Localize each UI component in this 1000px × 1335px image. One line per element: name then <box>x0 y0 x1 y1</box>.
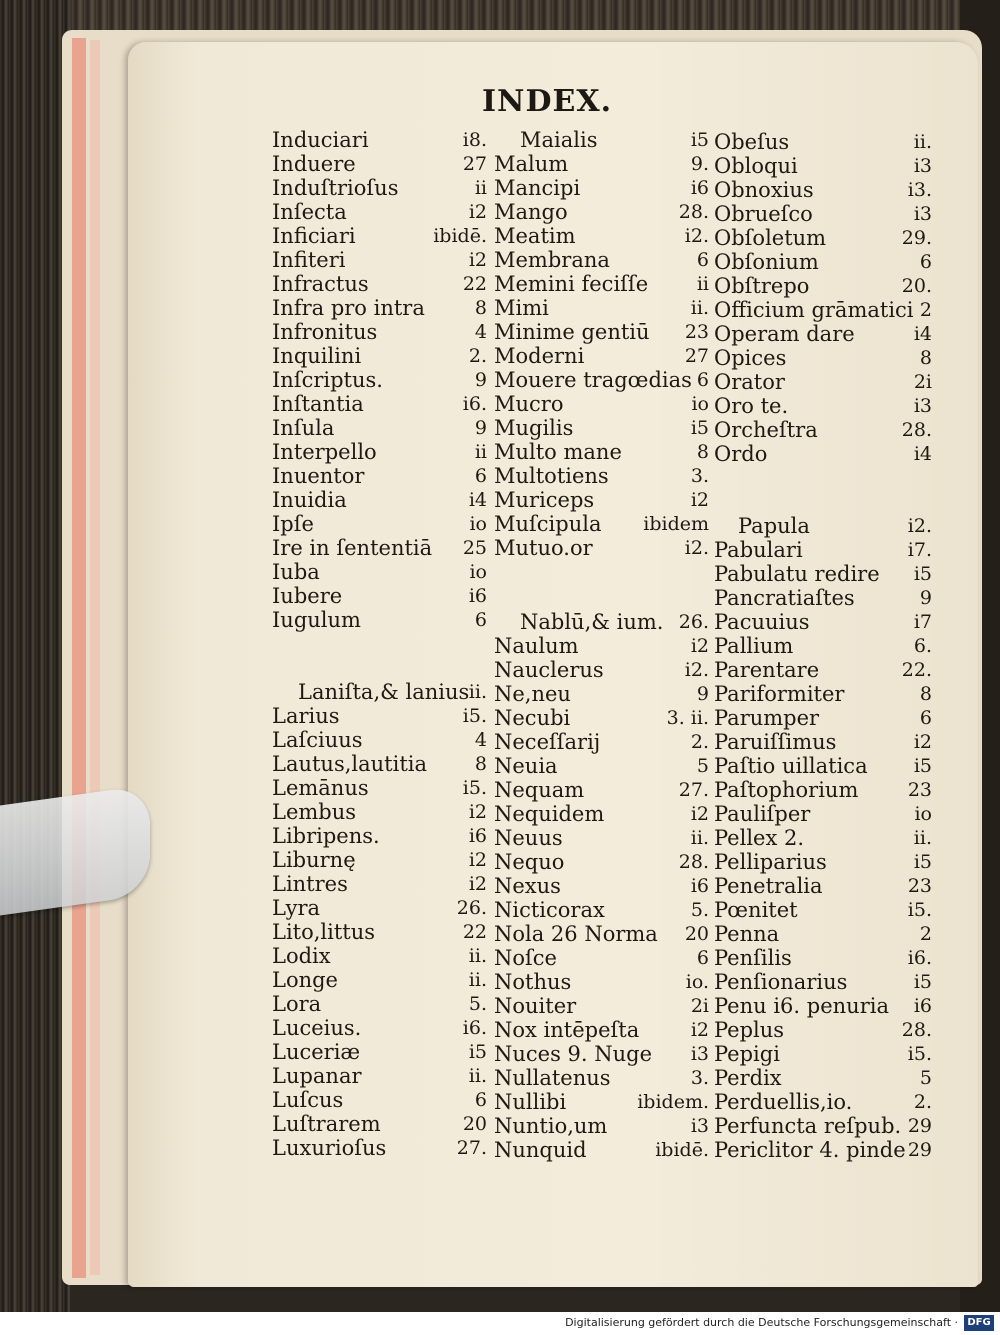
index-entry: Larius <box>272 704 340 728</box>
red-page-edge <box>72 38 86 1278</box>
index-entry: Neuus <box>494 826 563 850</box>
index-entry: Pabulari <box>714 538 803 562</box>
index-entry: Penetralia <box>714 874 823 898</box>
dfg-logo: DFG <box>964 1315 994 1331</box>
page-reference: 23 <box>907 779 932 801</box>
page-reference: 28. <box>678 201 709 223</box>
page-reference: i5. <box>907 1043 932 1065</box>
index-entry: Obſtrepo <box>714 274 810 298</box>
index-entry: Multotiens <box>494 464 609 488</box>
index-entry: Lodix <box>272 944 331 968</box>
page-reference: 20 <box>462 1113 487 1135</box>
page-reference: i6 <box>468 825 487 847</box>
page-reference: i5. <box>462 777 487 799</box>
index-entry: Induſtrioſus <box>272 176 399 200</box>
page-reference: io <box>691 393 709 415</box>
index-entry: Iuba <box>272 560 320 584</box>
index-entry: Inuidia <box>272 488 347 512</box>
footer-credit: Digitalisierung gefördert durch die Deutsche Forschungsgemeinschaft · <box>565 1316 958 1329</box>
page-reference: i5 <box>468 1041 487 1063</box>
index-entry: Ordo <box>714 442 768 466</box>
page-reference: i2 <box>690 489 709 511</box>
index-entry: Pœnitet <box>714 898 798 922</box>
page-reference: 2 <box>919 923 932 945</box>
index-entry: Ire in ſententiā <box>272 536 433 560</box>
page-reference: i2 <box>913 731 932 753</box>
index-entry: Pabulatu redire <box>714 562 880 586</box>
page-reference: io. <box>685 971 709 993</box>
page-reference: 8 <box>474 297 487 319</box>
index-entry: Memini feciſſe <box>494 272 649 296</box>
index-entry: Parentare <box>714 658 820 682</box>
page-reference: i7. <box>907 539 932 561</box>
index-entry: Nequo <box>494 850 565 874</box>
page-reference: i3 <box>913 155 932 177</box>
index-entry: Nicticorax <box>494 898 605 922</box>
page-reference: 27 <box>462 153 487 175</box>
index-entry: Malum <box>494 152 569 176</box>
page-reference: 29. <box>901 227 932 249</box>
page-reference: i5 <box>690 417 709 439</box>
index-entry: Nequidem <box>494 802 605 826</box>
index-entry: Laſciuus <box>272 728 363 752</box>
index-entry: Nequam <box>494 778 585 802</box>
index-entry: Obſonium <box>714 250 819 274</box>
page-reference: i6 <box>690 177 709 199</box>
page-reference: 2. <box>690 731 709 753</box>
page-reference: 6 <box>474 609 487 631</box>
page-reference: io <box>914 803 932 825</box>
index-entry: Parumper <box>714 706 820 730</box>
page-reference: 9 <box>474 369 487 391</box>
page-reference: ii <box>696 273 709 295</box>
page-reference: 22 <box>462 273 487 295</box>
page-reference: i7 <box>913 611 932 633</box>
index-entry: Inſecta <box>272 200 347 224</box>
page-reference: 9. <box>690 153 709 175</box>
index-entry: Infractus <box>272 272 369 296</box>
page-reference: 6 <box>474 465 487 487</box>
index-entry: Ne,neu <box>494 682 571 706</box>
index-entry: Liburnę <box>272 848 356 872</box>
page-reference: 6 <box>696 369 709 391</box>
index-entry: Nouiter <box>494 994 577 1018</box>
index-entry: Paſtophorium <box>714 778 859 802</box>
page-reference: ii <box>474 177 487 199</box>
page-reference: i4 <box>468 489 487 511</box>
page-reference: 2i <box>913 371 932 393</box>
page-reference: i6. <box>462 393 487 415</box>
index-entry: Longe <box>272 968 338 992</box>
page-reference: ii. <box>690 297 709 319</box>
page-reference: ii. <box>468 969 487 991</box>
page-reference: 5 <box>919 1067 932 1089</box>
page-reference: 3. <box>690 465 709 487</box>
page-reference: 28. <box>678 851 709 873</box>
page-reference: 27. <box>456 1137 487 1159</box>
index-entry: Orcheſtra <box>714 418 818 442</box>
index-entry: Mimi <box>494 296 549 320</box>
index-entry: Mango <box>494 200 568 224</box>
page-reference: 9 <box>919 587 932 609</box>
page-reference: 5 <box>696 755 709 777</box>
page-reference: i3 <box>913 203 932 225</box>
index-entry: Pelliparius <box>714 850 827 874</box>
page-reference: i2 <box>468 249 487 271</box>
page-reference: i5. <box>907 899 932 921</box>
index-entry: Infiteri <box>272 248 346 272</box>
index-entry: Penu i6. penuria <box>714 994 889 1018</box>
page-reference: 6. <box>913 635 932 657</box>
index-entry: Meatim <box>494 224 576 248</box>
index-entry: Infra pro intra <box>272 296 425 320</box>
index-entry: Necubi <box>494 706 571 730</box>
index-entry: Nuntio,um <box>494 1114 608 1138</box>
index-entry: Officium grāmatici <box>714 298 914 322</box>
page-reference: i6 <box>913 995 932 1017</box>
page-reference: ibidē. <box>655 1139 709 1161</box>
index-entry: Ipſe <box>272 512 314 536</box>
page-reference: i2 <box>468 801 487 823</box>
index-entry: Orator <box>714 370 785 394</box>
page-reference: i2 <box>468 201 487 223</box>
page-reference: 9 <box>474 417 487 439</box>
page-reference: i3. <box>907 179 932 201</box>
index-entry: Laniſta,& lanius <box>298 680 470 704</box>
index-entry: Membrana <box>494 248 610 272</box>
index-entry: Pellex 2. <box>714 826 805 850</box>
page-reference: i2. <box>907 515 932 537</box>
index-entry: Lemānus <box>272 776 369 800</box>
page-title: INDEX. <box>482 84 613 119</box>
index-entry: Papula <box>738 514 810 538</box>
index-entry: Interpello <box>272 440 377 464</box>
page-reference: 2. <box>468 345 487 367</box>
index-entry: Mancipi <box>494 176 581 200</box>
index-entry: Induere <box>272 152 356 176</box>
page-reference: i2 <box>468 849 487 871</box>
index-entry: Paruiſſimus <box>714 730 837 754</box>
page-reference: 2 <box>919 299 932 321</box>
index-entry: Luceriæ <box>272 1040 361 1064</box>
index-entry: Inuentor <box>272 464 365 488</box>
index-entry: Perdix <box>714 1066 782 1090</box>
page-reference: i6 <box>468 585 487 607</box>
page-reference: ibidem. <box>637 1091 709 1113</box>
page-reference: i6. <box>462 1017 487 1039</box>
page-reference: 8 <box>919 347 932 369</box>
page-reference: 3. ii. <box>666 707 709 729</box>
page-reference: 20 <box>684 923 709 945</box>
page-reference: i6. <box>907 947 932 969</box>
index-entry: Pauliſper <box>714 802 811 826</box>
index-entry: Neceſſarij <box>494 730 601 754</box>
index-entry: Pepigi <box>714 1042 780 1066</box>
page-reference: 20. <box>901 275 932 297</box>
index-entry: Multo mane <box>494 440 622 464</box>
page-reference: i6 <box>690 875 709 897</box>
index-entry: Obeſus <box>714 130 790 154</box>
footer-bar <box>0 1312 1000 1335</box>
page-reference: 29 <box>907 1139 932 1161</box>
page-reference: ii. <box>913 827 932 849</box>
index-entry: Naulum <box>494 634 579 658</box>
index-entry: Nullatenus <box>494 1066 611 1090</box>
page-reference: 9 <box>696 683 709 705</box>
index-entry: Perfuncta reſpub. <box>714 1114 902 1138</box>
index-entry: Perduellis,io. <box>714 1090 853 1114</box>
index-entry: Mugilis <box>494 416 574 440</box>
index-entry: Lembus <box>272 800 357 824</box>
page-reference: i4 <box>913 323 932 345</box>
page-reference: 6 <box>919 707 932 729</box>
index-entry: Periclitor 4. pinde <box>714 1138 906 1162</box>
index-entry: Lintres <box>272 872 348 896</box>
page-reference: i3 <box>913 395 932 417</box>
index-entry: Opices <box>714 346 787 370</box>
index-entry: Iubere <box>272 584 343 608</box>
index-entry: Paſtio uillatica <box>714 754 868 778</box>
index-entry: Luxurioſus <box>272 1136 387 1160</box>
page-reference: ii. <box>913 131 932 153</box>
page-reference: 22. <box>901 659 932 681</box>
page-reference: 23 <box>907 875 932 897</box>
page-reference: i5 <box>913 563 932 585</box>
index-entry: Obloqui <box>714 154 798 178</box>
page-reference: 3. <box>690 1067 709 1089</box>
page-reference: 8 <box>474 753 487 775</box>
page-reference: 22 <box>462 921 487 943</box>
index-entry: Oro te. <box>714 394 789 418</box>
index-entry: Infronitus <box>272 320 378 344</box>
index-entry: Inquilini <box>272 344 362 368</box>
page-reference: ii. <box>468 945 487 967</box>
index-entry: Nox intēpeſta <box>494 1018 640 1042</box>
index-entry: Obrueſco <box>714 202 813 226</box>
page-reference: 4 <box>474 321 487 343</box>
page-reference: ibidē. <box>433 225 487 247</box>
page-reference: i2 <box>468 873 487 895</box>
book-cover-left <box>0 0 70 1312</box>
page-reference: 28. <box>901 1019 932 1041</box>
page-reference: i2 <box>690 1019 709 1041</box>
index-entry: Mutuo.or <box>494 536 593 560</box>
index-entry: Nuces 9. Nuge <box>494 1042 653 1066</box>
page-reference: io <box>469 513 487 535</box>
page-reference: i2. <box>684 537 709 559</box>
index-entry: Nauclerus <box>494 658 604 682</box>
index-entry: Lautus,lautitia <box>272 752 427 776</box>
index-entry: Induciari <box>272 128 369 152</box>
index-entry: Minime gentiū <box>494 320 650 344</box>
page-reference: i5 <box>913 755 932 777</box>
index-entry: Neuia <box>494 754 558 778</box>
page-reference: i2 <box>690 635 709 657</box>
page-reference: 8 <box>696 441 709 463</box>
page-reference: 6 <box>919 251 932 273</box>
index-entry: Peplus <box>714 1018 785 1042</box>
page-reference: ibidem <box>643 513 709 535</box>
page-reference: i2. <box>684 225 709 247</box>
page-reference: 26. <box>678 611 709 633</box>
index-entry: Nablū,& ium. <box>520 610 664 634</box>
page-reference: 28. <box>901 419 932 441</box>
red-page-edge-inner <box>90 40 100 1275</box>
page-reference: io <box>469 561 487 583</box>
page-reference: 6 <box>696 249 709 271</box>
index-entry: Penna <box>714 922 780 946</box>
index-entry: Luſtrarem <box>272 1112 381 1136</box>
index-entry: Mouere tragœdias <box>494 368 692 392</box>
page-reference: 5. <box>468 993 487 1015</box>
index-entry: Lyra <box>272 896 320 920</box>
page-reference: ii. <box>690 827 709 849</box>
page-reference: 2. <box>913 1091 932 1113</box>
page-reference: 25 <box>462 537 487 559</box>
page-reference: i8. <box>462 129 487 151</box>
index-entry: Obnoxius <box>714 178 814 202</box>
index-entry: Penſilis <box>714 946 792 970</box>
index-entry: Iugulum <box>272 608 361 632</box>
page-reference: 27. <box>678 779 709 801</box>
index-entry: Inſula <box>272 416 335 440</box>
page-reference: 4 <box>474 729 487 751</box>
index-entry: Pancratiaſtes <box>714 586 855 610</box>
index-entry: Luceius. <box>272 1016 362 1040</box>
page-reference: i3 <box>690 1043 709 1065</box>
index-entry: Nola 26 Norma <box>494 922 658 946</box>
page-reference: 5. <box>690 899 709 921</box>
page-reference: 26. <box>456 897 487 919</box>
index-entry: Operam dare <box>714 322 855 346</box>
page-reference: ii <box>474 441 487 463</box>
page-reference: 2i <box>690 995 709 1017</box>
index-entry: Nullibi <box>494 1090 567 1114</box>
page-reference: i5 <box>913 971 932 993</box>
index-entry: Nunquid <box>494 1138 587 1162</box>
index-entry: Mucro <box>494 392 564 416</box>
page-reference: i2 <box>690 803 709 825</box>
page-reference: i2. <box>684 659 709 681</box>
page-reference: ii. <box>468 1065 487 1087</box>
index-entry: Inficiari <box>272 224 356 248</box>
page-reference: i4 <box>913 443 932 465</box>
index-entry: Inſcriptus. <box>272 368 383 392</box>
index-entry: Lora <box>272 992 322 1016</box>
page-reference: 27 <box>684 345 709 367</box>
page-reference: 23 <box>684 321 709 343</box>
page-reference: 29 <box>907 1115 932 1137</box>
index-entry: Libripens. <box>272 824 380 848</box>
index-entry: Obſoletum <box>714 226 827 250</box>
index-entry: Muſcipula <box>494 512 602 536</box>
page-reference: 8 <box>919 683 932 705</box>
page-reference: i5 <box>913 851 932 873</box>
index-entry: Pacuuius <box>714 610 810 634</box>
index-entry: Nexus <box>494 874 561 898</box>
index-entry: Lito,littus <box>272 920 376 944</box>
index-entry: Noſce <box>494 946 557 970</box>
index-entry: Muriceps <box>494 488 595 512</box>
index-entry: Pariformiter <box>714 682 845 706</box>
index-entry: Lupanar <box>272 1064 362 1088</box>
index-entry: Luſcus <box>272 1088 344 1112</box>
page-reference: i5. <box>462 705 487 727</box>
index-entry: Inſtantia <box>272 392 364 416</box>
page-reference: 6 <box>474 1089 487 1111</box>
page-reference: ii. <box>468 681 487 703</box>
page-reference: i5 <box>690 129 709 151</box>
index-entry: Moderni <box>494 344 585 368</box>
index-entry: Maialis <box>520 128 598 152</box>
page-reference: i3 <box>690 1115 709 1137</box>
index-entry: Pallium <box>714 634 794 658</box>
index-entry: Nothus <box>494 970 572 994</box>
page-reference: 6 <box>696 947 709 969</box>
index-entry: Penſionarius <box>714 970 848 994</box>
